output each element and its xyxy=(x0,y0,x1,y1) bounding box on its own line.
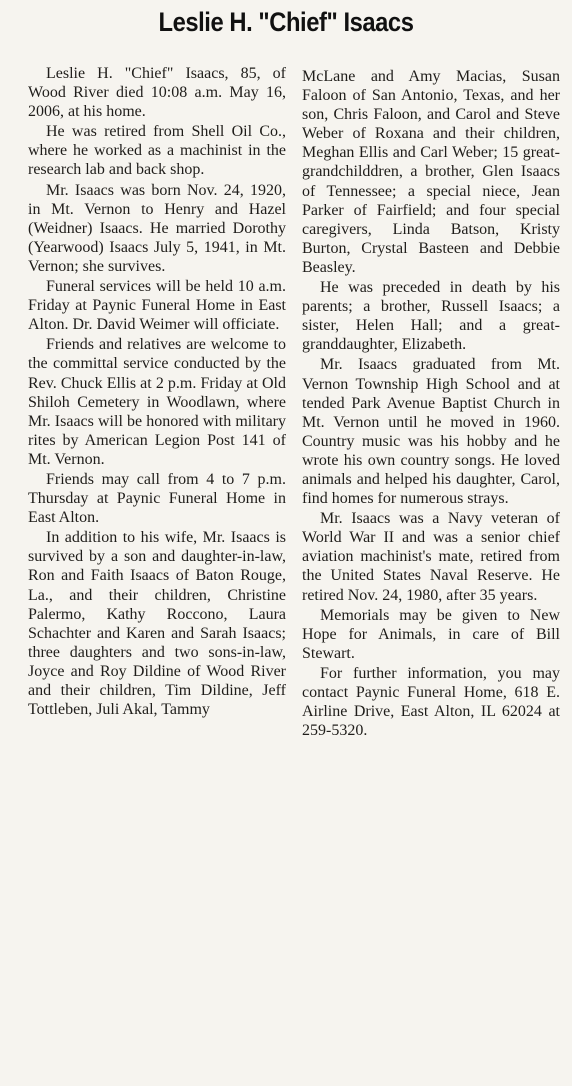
paragraph-memorials: Memorials may be given to New Hope for Animals, in care of Bill Stewart. xyxy=(302,606,560,662)
headline: Leslie H. "Chief" Isaacs xyxy=(158,7,414,37)
paragraph-preceded-in-death: He was preceded in death by his parents; a brother, Russell Isaacs; a sister, Helen Hall; and a great-granddaughter, Elizabeth. xyxy=(302,279,560,354)
paragraph-survivors: In addition to his wife, Mr. Isaacs is survived by a son and daughter-in-law, Ron and Faith Isaacs of Baton Rouge, La., and their children, Christine Palermo, Kathy Roccono, Laura Schachter and Karen and Sarah Isaacs; three daughters and two sons-in-law, Joyce and Roy Dildine of Wood River and their children, Tim Dildine, Jeff Tottleben, Juli Akal, Tammy xyxy=(28,529,286,719)
paragraph-committal-service: Friends and relatives are welcome to the committal service conducted by the Rev. Chuck Ellis at 2 p.m. Friday at Old Shiloh Cemetery in Woodlawn, where Mr. Isaacs will be honored with military rites by American Legion Post 141 of Mt. Vernon. xyxy=(28,336,286,468)
paragraph-visitation: Friends may call from 4 to 7 p.m. Thursday at Paynic Funeral Home in East Alton. xyxy=(28,470,286,527)
paragraph-funeral-services: Funeral services will be held 10 a.m. Friday at Paynic Funeral Home in East Alton. Dr. David Weimer will officiate. xyxy=(28,278,286,334)
paragraph-survivors-continued: McLane and Amy Macias, Susan Faloon of San Antonio, Texas, and her son, Chris Faloon, and Carol and Steve Weber of Roxana and their children, Meghan Ellis and Carl Weber; 15 great-grandchilddren, a brother, Glen Isaacs of Tennessee; a special niece, Jean Parker of Fairfield; and four special caregivers, Linda Batson, Kristy Burton, Crystal Basteen and Debbie Beasley. xyxy=(302,68,560,276)
paragraph-contact-info: For further information, you may contact Paynic Funeral Home, 618 E. Airline Drive, East Alton, IL 62024 at 259-5320. xyxy=(302,664,560,740)
left-column xyxy=(28,64,286,719)
paragraph-military-service: Mr. Isaacs was a Navy veteran of World War II and was a senior chief aviation machinist's mate, retired from the United States Naval Reserve. He retired Nov. 24, 1980, after 35 years. xyxy=(302,510,560,604)
paragraph-education-hobbies: Mr. Isaacs graduated from Mt. Vernon Township High School and at tended Park Avenue Baptist Church in Mt. Vernon until he moved in 1960. Country music was his hobby and he wrote his own country songs. He loved animals and helped his daughter, Carol, find homes for numerous strays. xyxy=(302,356,560,508)
paragraph-career: He was retired from Shell Oil Co., where he worked as a machinist in the research lab and back shop. xyxy=(28,123,286,179)
right-column xyxy=(302,67,560,740)
paragraph-death-notice: Leslie H. "Chief" Isaacs, 85, of Wood River died 10:08 a.m. May 16, 2006, at his home. xyxy=(28,65,286,121)
paragraph-birth-marriage: Mr. Isaacs was born Nov. 24, 1920, in Mt. Vernon to Henry and Hazel (Weidner) Isaacs. He married Dorothy (Yearwood) Isaacs July 5, 1941, in Mt. Vernon; she survives. xyxy=(28,181,286,275)
